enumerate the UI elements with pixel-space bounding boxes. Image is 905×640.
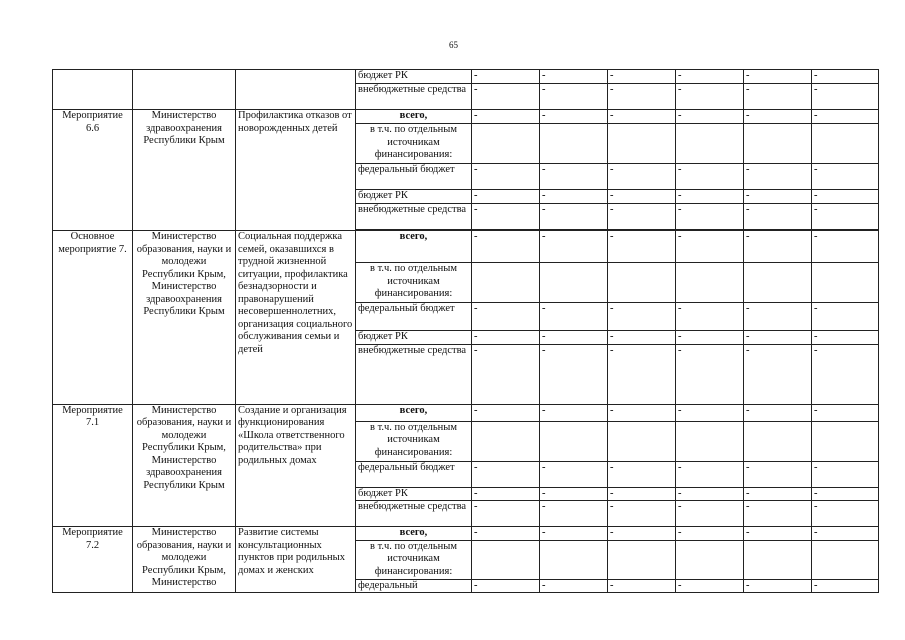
empty-cell xyxy=(744,421,812,461)
value-cell: - xyxy=(744,404,812,421)
value-cell: - xyxy=(472,303,540,331)
value-cell: - xyxy=(744,344,812,404)
value-cell: - xyxy=(472,487,540,501)
value-cell: - xyxy=(812,527,879,541)
empty-cell xyxy=(472,124,540,164)
description-cell xyxy=(236,70,356,110)
value-cell: - xyxy=(676,579,744,593)
value-cell: - xyxy=(676,303,744,331)
value-cell: - xyxy=(744,190,812,204)
value-cell: - xyxy=(540,204,608,230)
value-cell: - xyxy=(540,303,608,331)
empty-cell xyxy=(540,124,608,164)
value-cell: - xyxy=(472,579,540,593)
value-cell: - xyxy=(812,487,879,501)
value-cell: - xyxy=(676,527,744,541)
empty-cell xyxy=(676,540,744,579)
value-cell: - xyxy=(540,501,608,527)
source-total-label: всего, xyxy=(356,527,472,541)
value-cell: - xyxy=(812,110,879,124)
empty-cell xyxy=(608,263,676,303)
value-cell: - xyxy=(608,331,676,345)
value-cell: - xyxy=(472,190,540,204)
empty-cell xyxy=(744,540,812,579)
value-cell: - xyxy=(812,190,879,204)
value-cell: - xyxy=(472,527,540,541)
activity-name-cell: Мероприятие 6.6 xyxy=(53,110,133,231)
source-label: федеральный бюджет xyxy=(356,164,472,190)
description-cell: Развитие системы консультационных пунктов при родильных домах и женских xyxy=(236,527,356,593)
value-cell: - xyxy=(540,110,608,124)
value-cell: - xyxy=(812,461,879,487)
source-label: бюджет РК xyxy=(356,70,472,84)
value-cell: - xyxy=(472,404,540,421)
source-label: федеральный бюджет xyxy=(356,461,472,487)
empty-cell xyxy=(608,540,676,579)
source-breakdown-label: в т.ч. по отдельным источникам финансирования: xyxy=(356,263,472,303)
source-total-label: всего, xyxy=(356,231,472,263)
value-cell: - xyxy=(812,231,879,263)
value-cell: - xyxy=(472,501,540,527)
value-cell: - xyxy=(744,231,812,263)
value-cell: - xyxy=(676,190,744,204)
value-cell: - xyxy=(812,84,879,110)
value-cell: - xyxy=(676,404,744,421)
value-cell: - xyxy=(744,164,812,190)
value-cell: - xyxy=(676,70,744,84)
value-cell: - xyxy=(472,164,540,190)
page-number: 65 xyxy=(449,40,458,50)
value-cell: - xyxy=(608,404,676,421)
source-total-label: всего, xyxy=(356,404,472,421)
empty-cell xyxy=(472,421,540,461)
source-breakdown-label: в т.ч. по отдельным источникам финансирования: xyxy=(356,124,472,164)
value-cell: - xyxy=(744,579,812,593)
value-cell: - xyxy=(608,204,676,230)
empty-cell xyxy=(608,124,676,164)
empty-cell xyxy=(676,263,744,303)
table-row xyxy=(53,110,879,124)
value-cell: - xyxy=(540,231,608,263)
value-cell: - xyxy=(608,487,676,501)
table-row xyxy=(53,231,879,263)
description-cell: Создание и организация функционирования «Школа ответственного родительства» при родильных домах xyxy=(236,404,356,527)
value-cell: - xyxy=(472,70,540,84)
value-cell: - xyxy=(744,487,812,501)
value-cell: - xyxy=(676,84,744,110)
value-cell: - xyxy=(744,110,812,124)
description-cell: Профилактика отказов от новорожденных детей xyxy=(236,110,356,231)
value-cell: - xyxy=(608,231,676,263)
value-cell: - xyxy=(472,331,540,345)
source-label: внебюджетные средства xyxy=(356,501,472,527)
value-cell: - xyxy=(472,110,540,124)
table-row xyxy=(53,70,879,84)
source-label: внебюджетные средства xyxy=(356,344,472,404)
value-cell: - xyxy=(676,331,744,345)
table-row xyxy=(53,404,879,421)
empty-cell xyxy=(812,540,879,579)
value-cell: - xyxy=(540,344,608,404)
empty-cell xyxy=(540,421,608,461)
value-cell: - xyxy=(812,579,879,593)
value-cell: - xyxy=(540,461,608,487)
source-label: бюджет РК xyxy=(356,331,472,345)
source-label: бюджет РК xyxy=(356,487,472,501)
executor-cell: Министерство здравоохранения Республики Крым xyxy=(133,110,236,231)
source-label: внебюджетные средства xyxy=(356,204,472,230)
value-cell: - xyxy=(744,527,812,541)
empty-cell xyxy=(472,540,540,579)
source-breakdown-label: в т.ч. по отдельным источникам финансирования: xyxy=(356,421,472,461)
value-cell: - xyxy=(608,190,676,204)
value-cell: - xyxy=(676,231,744,263)
empty-cell xyxy=(676,124,744,164)
source-label: федеральный бюджет xyxy=(356,303,472,331)
value-cell: - xyxy=(744,204,812,230)
value-cell: - xyxy=(812,404,879,421)
value-cell: - xyxy=(472,344,540,404)
value-cell: - xyxy=(744,70,812,84)
empty-cell xyxy=(540,263,608,303)
source-total-label: всего, xyxy=(356,110,472,124)
value-cell: - xyxy=(608,579,676,593)
value-cell: - xyxy=(540,70,608,84)
value-cell: - xyxy=(744,303,812,331)
value-cell: - xyxy=(812,204,879,230)
source-label: внебюджетные средства xyxy=(356,84,472,110)
executor-cell: Министерство образования, науки и молодежи Республики Крым, Министерство здравоохранения Республики Крым xyxy=(133,231,236,405)
value-cell: - xyxy=(540,404,608,421)
value-cell: - xyxy=(676,344,744,404)
value-cell: - xyxy=(472,204,540,230)
value-cell: - xyxy=(608,70,676,84)
value-cell: - xyxy=(472,84,540,110)
value-cell: - xyxy=(676,204,744,230)
value-cell: - xyxy=(812,501,879,527)
activity-name-cell: Мероприятие 7.1 xyxy=(53,404,133,527)
value-cell: - xyxy=(608,303,676,331)
empty-cell xyxy=(812,124,879,164)
value-cell: - xyxy=(744,461,812,487)
value-cell: - xyxy=(540,579,608,593)
value-cell: - xyxy=(608,164,676,190)
value-cell: - xyxy=(540,190,608,204)
source-breakdown-label: в т.ч. по отдельным источникам финансирования: xyxy=(356,540,472,579)
value-cell: - xyxy=(472,461,540,487)
activity-name-cell xyxy=(53,70,133,110)
value-cell: - xyxy=(744,501,812,527)
value-cell: - xyxy=(812,303,879,331)
executor-cell: Министерство образования, науки и молодежи Республики Крым, Министерство xyxy=(133,527,236,593)
empty-cell xyxy=(812,421,879,461)
value-cell: - xyxy=(744,84,812,110)
value-cell: - xyxy=(812,331,879,345)
value-cell: - xyxy=(540,331,608,345)
value-cell: - xyxy=(608,501,676,527)
source-label: бюджет РК xyxy=(356,190,472,204)
empty-cell xyxy=(472,263,540,303)
value-cell: - xyxy=(608,344,676,404)
description-cell: Социальная поддержка семей, оказавшихся в трудной жизненной ситуации, профилактика безнадзорности и правонарушений несовершеннолетних, организация социального обслуживания семьи и детей xyxy=(236,231,356,405)
value-cell: - xyxy=(812,164,879,190)
empty-cell xyxy=(812,263,879,303)
value-cell: - xyxy=(676,501,744,527)
value-cell: - xyxy=(676,164,744,190)
value-cell: - xyxy=(540,487,608,501)
empty-cell xyxy=(676,421,744,461)
value-cell: - xyxy=(608,527,676,541)
empty-cell xyxy=(608,421,676,461)
value-cell: - xyxy=(540,164,608,190)
empty-cell xyxy=(540,540,608,579)
value-cell: - xyxy=(608,110,676,124)
source-label: федеральный xyxy=(356,579,472,593)
value-cell: - xyxy=(744,331,812,345)
value-cell: - xyxy=(472,231,540,263)
funding-table xyxy=(52,69,879,593)
value-cell: - xyxy=(676,110,744,124)
value-cell: - xyxy=(812,70,879,84)
empty-cell xyxy=(744,263,812,303)
value-cell: - xyxy=(608,461,676,487)
empty-cell xyxy=(744,124,812,164)
table-row xyxy=(53,527,879,541)
value-cell: - xyxy=(540,84,608,110)
value-cell: - xyxy=(540,527,608,541)
value-cell: - xyxy=(676,487,744,501)
value-cell: - xyxy=(812,344,879,404)
value-cell: - xyxy=(676,461,744,487)
activity-name-cell: Мероприятие 7.2 xyxy=(53,527,133,593)
activity-name-cell: Основное мероприятие 7. xyxy=(53,231,133,405)
executor-cell xyxy=(133,70,236,110)
executor-cell: Министерство образования, науки и молодежи Республики Крым, Министерство здравоохранения Республики Крым xyxy=(133,404,236,527)
value-cell: - xyxy=(608,84,676,110)
